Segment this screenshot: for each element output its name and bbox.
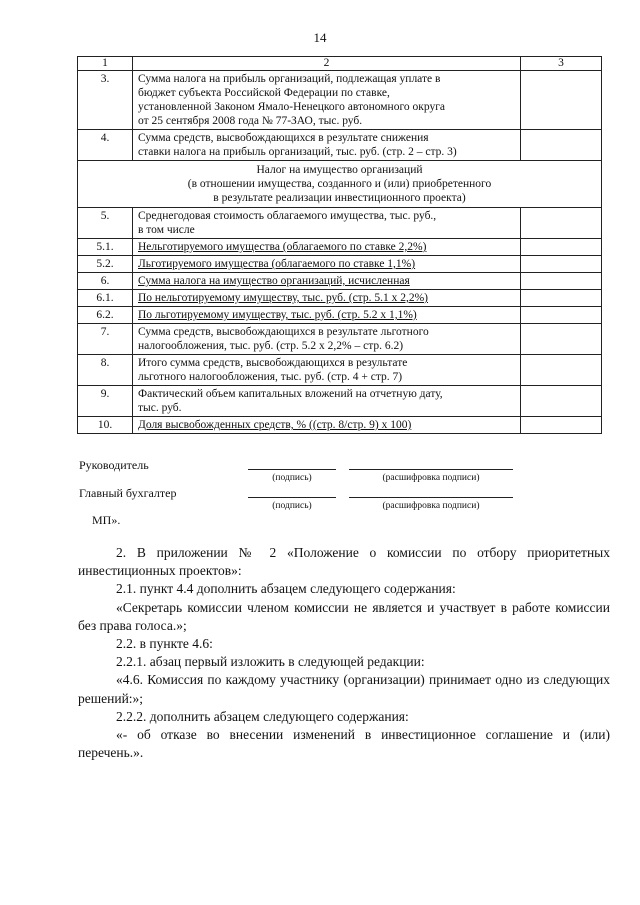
row-description bbox=[133, 290, 521, 307]
column-header-2: 2 bbox=[133, 57, 521, 71]
table-header-row bbox=[78, 57, 602, 71]
paragraph: 2.2. в пункте 4.6: bbox=[116, 636, 213, 652]
row-text-line: ставки налога на прибыль организаций, тыс. руб. (стр. 2 – стр. 3) bbox=[138, 146, 457, 158]
head-decode-line bbox=[349, 469, 513, 470]
table-row bbox=[78, 290, 602, 307]
page-number: 14 bbox=[313, 30, 327, 45]
row-description bbox=[133, 208, 521, 239]
row-description bbox=[133, 386, 521, 417]
row-description bbox=[133, 355, 521, 386]
row-value-cell bbox=[521, 208, 602, 239]
row-description bbox=[133, 417, 521, 434]
row-text-line: По льготируемому имуществу, тыс. руб. (стр. 5.2 х 1,1%) bbox=[138, 309, 417, 321]
accountant-decode-caption: (расшифровка подписи) bbox=[382, 501, 480, 511]
table-row bbox=[78, 256, 602, 273]
row-number: 10. bbox=[78, 417, 133, 434]
row-description bbox=[133, 239, 521, 256]
head-signature-caption: (подпись) bbox=[272, 473, 312, 483]
row-text-line: от 25 сентября 2008 года № 77-ЗАО, тыс. руб. bbox=[138, 115, 363, 127]
row-description bbox=[133, 307, 521, 324]
row-description bbox=[133, 256, 521, 273]
table-row bbox=[78, 417, 602, 434]
row-value-cell bbox=[521, 355, 602, 386]
stamp-label: МП». bbox=[92, 513, 121, 527]
tax-form-table bbox=[77, 56, 602, 434]
row-value-cell bbox=[521, 417, 602, 434]
row-description bbox=[133, 71, 521, 130]
row-text-line: Доля высвобожденных средств, % ((стр. 8/стр. 9) х 100) bbox=[138, 419, 412, 431]
row-value-cell bbox=[521, 71, 602, 130]
row-text-line: Итого сумма средств, высвобождающихся в результате bbox=[138, 357, 408, 369]
row-text-line: льготного налогообложения, тыс. руб. (стр. 4 + стр. 7) bbox=[138, 371, 403, 383]
row-text-line: По нельготируемому имуществу, тыс. руб. (стр. 5.1 х 2,2%) bbox=[138, 292, 428, 304]
row-text-line: Льготируемого имущества (облагаемого по ставке 1,1%) bbox=[138, 258, 416, 270]
head-label: Руководитель bbox=[79, 458, 149, 472]
row-number: 5.2. bbox=[78, 256, 133, 273]
row-value-cell bbox=[521, 256, 602, 273]
table-row bbox=[78, 324, 602, 355]
section-title-line: (в отношении имущества, созданного и (или) приобретенного bbox=[187, 178, 492, 190]
row-value-cell bbox=[521, 239, 602, 256]
paragraph: 2.2.1. абзац первый изложить в следующей редакции: bbox=[116, 654, 425, 670]
accountant-label: Главный бухгалтер bbox=[79, 486, 177, 500]
table-row bbox=[78, 130, 602, 161]
row-description bbox=[133, 273, 521, 290]
row-value-cell bbox=[521, 307, 602, 324]
row-number: 6.2. bbox=[78, 307, 133, 324]
accountant-signature-line bbox=[248, 497, 336, 498]
table-row bbox=[78, 208, 602, 239]
row-text-line: Сумма налога на прибыль организаций, подлежащая уплате в bbox=[138, 73, 441, 85]
row-description bbox=[133, 130, 521, 161]
row-value-cell bbox=[521, 273, 602, 290]
row-value-cell bbox=[521, 386, 602, 417]
row-number: 5.1. bbox=[78, 239, 133, 256]
row-number: 5. bbox=[78, 208, 133, 239]
row-text-line: Фактический объем капитальных вложений на отчетную дату, bbox=[138, 388, 443, 400]
paragraph: «Секретарь комиссии членом комиссии не является и участвует в работе комиссии без права голоса.»; bbox=[78, 599, 610, 633]
row-number: 9. bbox=[78, 386, 133, 417]
table-row bbox=[78, 239, 602, 256]
table-row bbox=[78, 386, 602, 417]
head-signature-line bbox=[248, 469, 336, 470]
row-number: 6. bbox=[78, 273, 133, 290]
section-title-line: в результате реализации инвестиционного проекта) bbox=[213, 192, 466, 204]
paragraph: «- об отказе во внесении изменений в инвестиционное соглашение и (или) перечень.». bbox=[78, 727, 610, 761]
row-number: 3. bbox=[78, 71, 133, 130]
table-row bbox=[78, 307, 602, 324]
paragraph: 2.1. пункт 4.4 дополнить абзацем следующего содержания: bbox=[116, 581, 456, 597]
section-title-line: Налог на имущество организаций bbox=[256, 164, 423, 176]
row-text-line: Нельготируемого имущества (облагаемого по ставке 2,2%) bbox=[138, 241, 427, 253]
row-text-line: налогообложения, тыс. руб. (стр. 5.2 х 2,2% – стр. 6.2) bbox=[138, 340, 404, 352]
section-title bbox=[78, 161, 602, 208]
row-text-line: тыс. руб. bbox=[138, 402, 182, 414]
table-row bbox=[78, 71, 602, 130]
row-text-line: Сумма средств, высвобождающихся в результате льготного bbox=[138, 326, 429, 338]
row-value-cell bbox=[521, 130, 602, 161]
row-value-cell bbox=[521, 290, 602, 307]
section-header-row bbox=[78, 161, 602, 208]
row-number: 4. bbox=[78, 130, 133, 161]
row-text-line: в том числе bbox=[138, 224, 195, 236]
table-row bbox=[78, 273, 602, 290]
column-header-1: 1 bbox=[78, 57, 133, 71]
row-number: 6.1. bbox=[78, 290, 133, 307]
paragraph: 2. В приложении № 2 «Положение о комиссии по отбору приоритетных инвестиционных проектов»: bbox=[78, 545, 610, 579]
column-header-3: 3 bbox=[521, 57, 602, 71]
head-decode-caption: (расшифровка подписи) bbox=[382, 473, 480, 483]
paragraph: «4.6. Комиссия по каждому участнику (организации) принимает одно из следующих решений:»; bbox=[78, 672, 610, 706]
row-text-line: Среднегодовая стоимость облагаемого имущества, тыс. руб., bbox=[138, 210, 437, 222]
row-description bbox=[133, 324, 521, 355]
paragraph: 2.2.2. дополнить абзацем следующего содержания: bbox=[116, 708, 409, 724]
accountant-decode-line bbox=[349, 497, 513, 498]
row-number: 7. bbox=[78, 324, 133, 355]
table-row bbox=[78, 355, 602, 386]
row-value-cell bbox=[521, 324, 602, 355]
row-text-line: Сумма средств, высвобождающихся в результате снижения bbox=[138, 132, 429, 144]
amendment-text bbox=[78, 544, 610, 762]
row-text-line: Сумма налога на имущество организаций, исчисленная bbox=[138, 275, 410, 287]
row-text-line: установленной Законом Ямало-Ненецкого автономного округа bbox=[138, 101, 446, 113]
row-number: 8. bbox=[78, 355, 133, 386]
row-text-line: бюджет субъекта Российской Федерации по ставке, bbox=[138, 87, 390, 99]
accountant-signature-caption: (подпись) bbox=[272, 501, 312, 511]
